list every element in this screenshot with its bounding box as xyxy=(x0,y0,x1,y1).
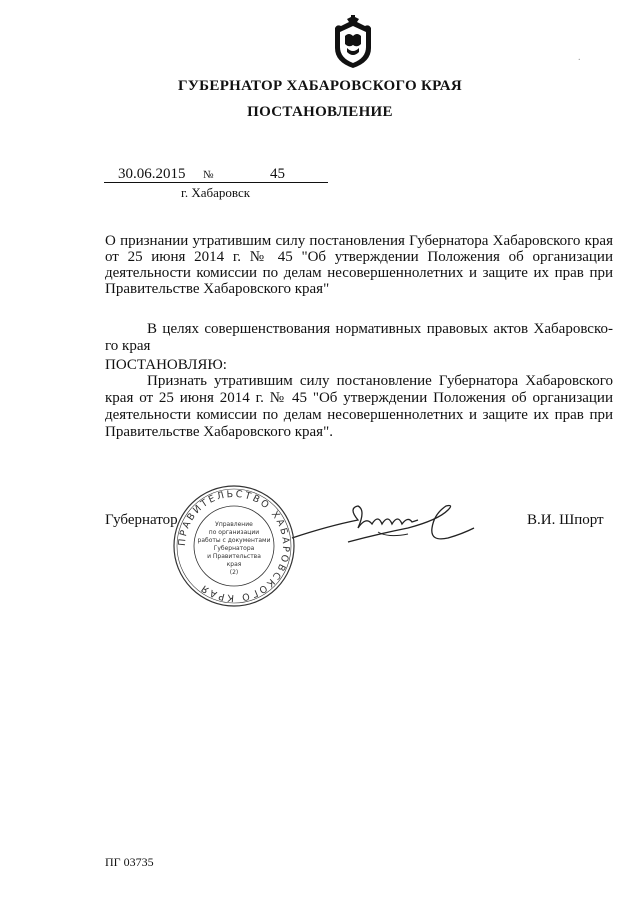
issuer-heading: ГУБЕРНАТОР ХАБАРОВСКОГО КРАЯ xyxy=(178,78,462,94)
signatory-position: Губернатор xyxy=(105,512,178,528)
signatory-name: В.И. Шпорт xyxy=(527,512,604,528)
document-number: 45 xyxy=(270,166,285,182)
handwritten-signature xyxy=(288,498,478,548)
seal-ring-text: ПРАВИТЕЛЬСТВО ХАБАРОВСКОГО КРАЯ xyxy=(176,488,292,604)
document-subject: О признании утратившим силу постановления Губернатора Хабаровского края от 25 июня 2014 г. № 45 "Об утверждении Положения об организации деятельности комиссии по делам несовершеннолетних и защите их прав при Правительстве Хабаровского края" xyxy=(105,233,613,297)
decree-clause-paragraph: Признать утратившим силу постановление Губернатора Хабаровского края от 25 июня 2014 г. № 45 "Об утверждении Положения об организации деятельности комиссии по делам несовершеннолетних и защите их прав при Правительстве Хабаровского края". xyxy=(105,373,613,440)
seal-center-line: Управление xyxy=(215,521,253,528)
preamble-paragraph: В целях совершенствования нормативных правовых актов Хабаровско-го края xyxy=(105,321,613,354)
document-date: 30.06.2015 xyxy=(118,166,186,182)
coat-of-arms-icon xyxy=(327,14,379,72)
seal-center-line: работы с документами xyxy=(197,537,271,544)
decree-word: ПОСТАНОВЛЯЮ: xyxy=(105,357,227,373)
seal-center-line: и Правительства xyxy=(207,553,261,560)
date-number-underline xyxy=(104,182,328,183)
official-seal xyxy=(172,484,296,608)
seal-center-line: (2) xyxy=(229,569,239,576)
document-city: г. Хабаровск xyxy=(181,185,251,200)
seal-center-line: по организации xyxy=(208,529,260,536)
footer-code: ПГ 03735 xyxy=(105,855,154,869)
seal-center-line: края xyxy=(226,561,242,568)
document-type-heading: ПОСТАНОВЛЕНИЕ xyxy=(247,104,393,120)
seal-center-line: Губернатора xyxy=(213,545,255,552)
corner-mark: . xyxy=(578,52,581,63)
number-sign: № xyxy=(203,169,214,181)
